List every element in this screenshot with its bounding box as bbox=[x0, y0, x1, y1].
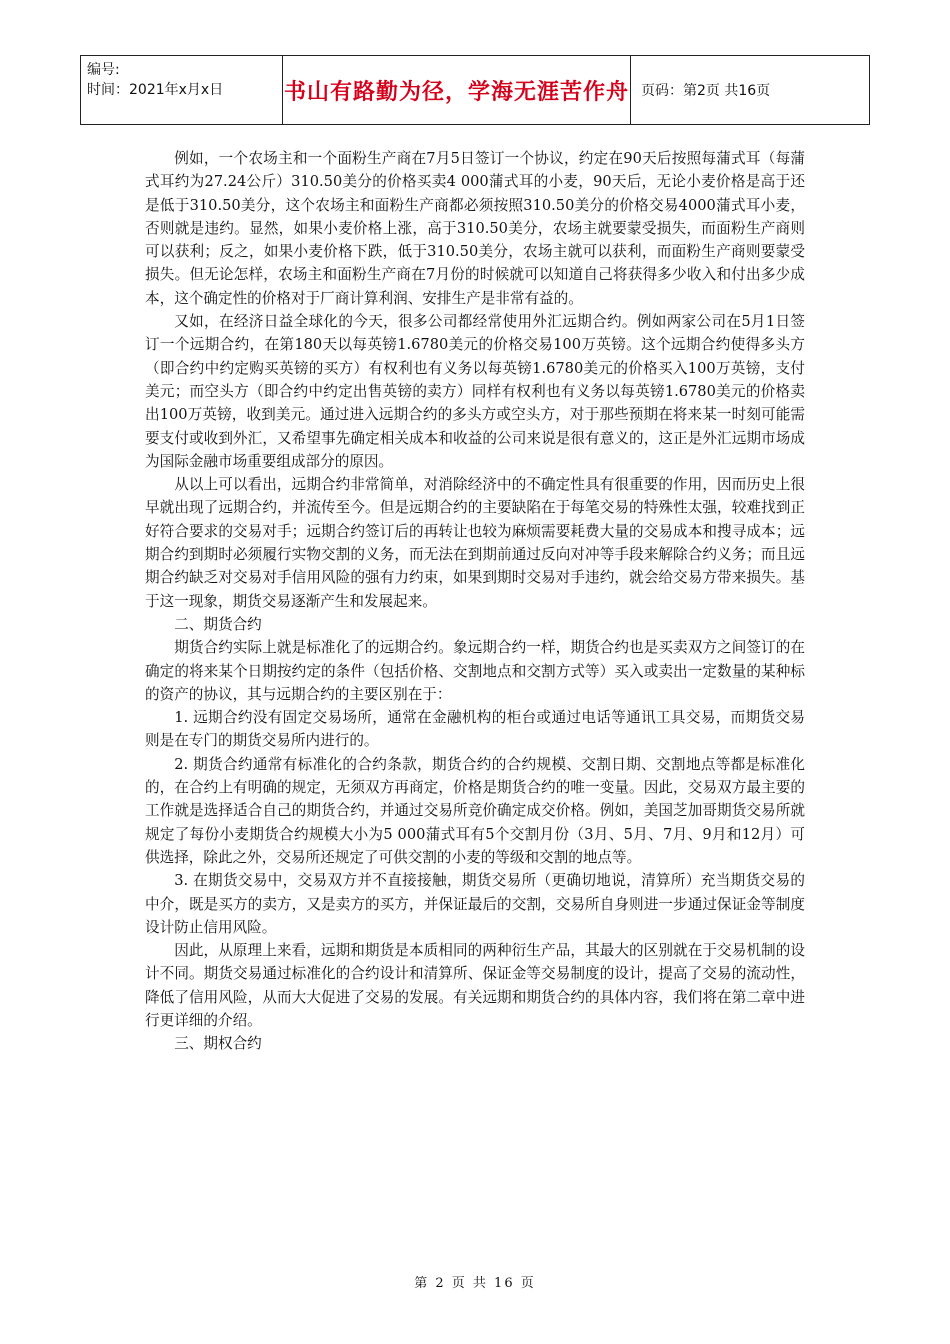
section-heading-futures: 二、期货合约 bbox=[174, 615, 262, 633]
header-meta bbox=[81, 56, 283, 124]
document-body bbox=[145, 147, 805, 1056]
paragraph-wheat-example: 例如，一个农场主和一个面粉生产商在7月5日签订一个协议，约定在90天后按照每蒲式耳（每蒲式耳约为27.24公斤）310.50美分的价格买卖4 000蒲式耳的小麦，90天后，无论小麦价格是高于还是低于310.50美分，这个农场主和面粉生产商都必须按照310.50美分的价格交易4000蒲式耳小麦，否则就是违约。显然，如果小麦价格上涨，高于310.50美分，农场主就要蒙受损失，而面粉生产商则可以获利；反之，如果小麦价格下跌，低于310.50美分，农场主就可以获利，而面粉生产商则要蒙受损失。但无论怎样，农场主和面粉生产商在7月份的时候就可以知道自己将获得多少收入和付出多少成本，这个确定性的价格对于厂商计算利润、安排生产是非常有益的。 bbox=[145, 150, 805, 307]
header-motto: 书山有路勤为径，学海无涯苦作舟 bbox=[283, 56, 631, 124]
document-time-label: 时间：2021年x月x日 bbox=[87, 82, 224, 98]
paragraph-forward-drawbacks: 从以上可以看出，远期合约非常简单，对消除经济中的不确定性具有很重要的作用，因而历史上很早就出现了远期合约，并流传至今。但是远期合约的主要缺陷在于每笔交易的特殊性太强，较难找到正好符合要求的交易对手；远期合约签订后的再转让也较为麻烦需要耗费大量的交易成本和搜寻成本；远期合约到期时必须履行实物交割的义务，而无法在到期前通过反向对冲等手段来解除合约义务；而且远期合约缺乏对交易对手信用风险的强有力约束，如果到期时交易对手违约，就会给交易方带来损失。基于这一现象，期货交易逐渐产生和发展起来。 bbox=[145, 476, 805, 610]
list-item-3: 3. 在期货交易中，交易双方并不直接接触，期货交易所（更确切地说，清算所）充当期货交易的中介，既是买方的卖方，又是卖方的买方，并保证最后的交割，交易所自身则进一步通过保证金等制度设计防止信用风险。 bbox=[145, 872, 805, 936]
paragraph-conclusion: 因此，从原理上来看，远期和期货是本质相同的两种衍生产品，其最大的区别就在于交易机制的设计不同。期货交易通过标准化的合约设计和清算所、保证金等交易制度的设计，提高了交易的流动性，降低了信用风险，从而大大促进了交易的发展。有关远期和期货合约的具体内容，我们将在第二章中进行更详细的介绍。 bbox=[145, 942, 805, 1029]
paragraph-futures-definition: 期货合约实际上就是标准化了的远期合约。象远期合约一样，期货合约也是买卖双方之间签订的在确定的将来某个日期按约定的条件（包括价格、交割地点和交割方式等）买入或卖出一定数量的某种标的资产的协议，其与远期合约的主要区别在于： bbox=[145, 639, 805, 703]
section-heading-options: 三、期权合约 bbox=[174, 1035, 262, 1053]
paragraph-fx-example: 又如，在经济日益全球化的今天，很多公司都经常使用外汇远期合约。例如两家公司在5月1日签订一个远期合约，在第180天以每英镑1.6780美元的价格交易100万英镑。这个远期合约使得多头方（即合约中约定购买英镑的买方）有权利也有义务以每英镑1.6780美元的价格买入100万英镑，支付美元；而空头方（即合约中约定出售英镑的卖方）同样有权利也有义务以每英镑1.6780美元的价格卖出100万英镑，收到美元。通过进入远期合约的多头方或空头方，对于那些预期在将来某一时刻可能需要支付或收到外汇，又希望事先确定相关成本和收益的公司来说是很有意义的，这正是外汇远期市场成为国际金融市场重要组成部分的原因。 bbox=[145, 313, 805, 470]
page-header bbox=[80, 55, 870, 125]
list-item-2: 2. 期货合约通常有标准化的合约条款，期货合约的合约规模、交割日期、交割地点等都是标准化的，在合约上有明确的规定，无须双方再商定，价格是期货合约的唯一变量。因此，交易双方最主要的工作就是选择适合自己的期货合约，并通过交易所竞价确定成交价格。例如，美国芝加哥期货交易所就规定了每份小麦期货合约规模大小为5 000蒲式耳有5个交割月份（3月、5月、7月、9月和12月）可供选择，除此之外，交易所还规定了可供交割的小麦的等级和交割的地点等。 bbox=[145, 755, 805, 866]
header-page-label: 页码：第2页 共16页 bbox=[641, 83, 771, 99]
document-number-label: 编号: bbox=[87, 62, 120, 78]
list-item-1: 1. 远期合约没有固定交易场所，通常在金融机构的柜台或通过电话等通讯工具交易，而期货交易则是在专门的期货交易所内进行的。 bbox=[145, 709, 805, 750]
page-footer: 第 2 页 共 16 页 bbox=[414, 1276, 536, 1291]
